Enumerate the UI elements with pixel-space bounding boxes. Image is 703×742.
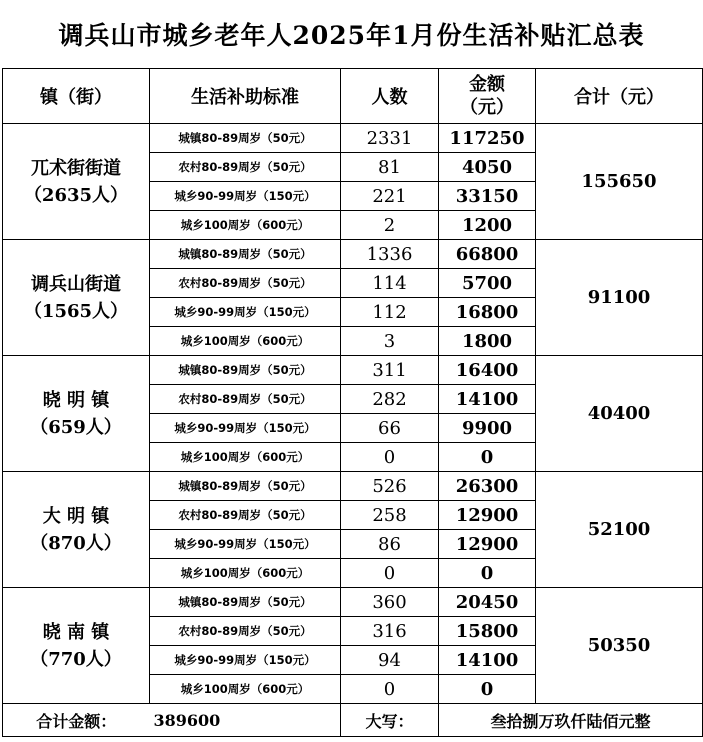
town-cell [3,124,150,240]
count-cell: 360 [341,588,439,617]
amount-cell: 16800 [439,298,536,327]
amount-cell: 12900 [439,501,536,530]
count-cell: 0 [341,675,439,704]
header-town: 镇（街） [3,69,150,124]
town-cell [3,472,150,588]
count-cell: 258 [341,501,439,530]
standard-cell: 农村80-89周岁（50元） [150,617,341,646]
standard-cell: 城乡100周岁（600元） [150,559,341,588]
count-cell: 2331 [341,124,439,153]
count-cell: 0 [341,443,439,472]
standard-cell: 城镇80-89周岁（50元） [150,124,341,153]
town-total-cell: 40400 [536,356,703,472]
header-amount-line1: 金额 [469,74,505,95]
daxie-label: 大写： [341,704,439,737]
standard-cell: 农村80-89周岁（50元） [150,153,341,182]
table-row [3,356,703,385]
amount-cell: 20450 [439,588,536,617]
amount-cell: 117250 [439,124,536,153]
header-amount-line2: （元） [460,97,514,118]
count-cell: 316 [341,617,439,646]
town-population: （1565人） [23,300,129,322]
count-cell: 112 [341,298,439,327]
amount-cell: 0 [439,675,536,704]
subsidy-table [2,68,703,737]
table-row [3,124,703,153]
town-population: （870人） [30,532,122,554]
amount-cell: 33150 [439,182,536,211]
header-row [3,69,703,124]
amount-cell: 66800 [439,240,536,269]
town-cell [3,588,150,704]
count-cell: 221 [341,182,439,211]
header-standard: 生活补助标准 [150,69,341,124]
count-cell: 311 [341,356,439,385]
count-cell: 2 [341,211,439,240]
town-total-cell: 155650 [536,124,703,240]
amount-cell: 14100 [439,385,536,414]
standard-cell: 城乡100周岁（600元） [150,211,341,240]
standard-cell: 城镇80-89周岁（50元） [150,472,341,501]
daxie-value: 叁拾捌万玖仟陆佰元整 [439,704,703,737]
count-cell: 526 [341,472,439,501]
standard-cell: 城乡90-99周岁（150元） [150,530,341,559]
standard-cell: 城镇80-89周岁（50元） [150,356,341,385]
standard-cell: 城乡90-99周岁（150元） [150,646,341,675]
grand-total-value: 389600 [150,704,341,737]
town-name: 兀术街街道 [31,157,121,179]
town-cell [3,240,150,356]
standard-cell: 城乡90-99周岁（150元） [150,182,341,211]
standard-cell: 农村80-89周岁（50元） [150,269,341,298]
amount-cell: 0 [439,443,536,472]
count-cell: 1336 [341,240,439,269]
standard-cell: 城镇80-89周岁（50元） [150,240,341,269]
amount-cell: 14100 [439,646,536,675]
standard-cell: 城乡90-99周岁（150元） [150,414,341,443]
town-name: 调兵山街道 [31,273,121,295]
count-cell: 0 [341,559,439,588]
amount-cell: 15800 [439,617,536,646]
footer-row [3,704,703,737]
count-cell: 81 [341,153,439,182]
table-row [3,472,703,501]
amount-cell: 0 [439,559,536,588]
amount-cell: 26300 [439,472,536,501]
standard-cell: 城乡100周岁（600元） [150,443,341,472]
standard-cell: 城镇80-89周岁（50元） [150,588,341,617]
count-cell: 66 [341,414,439,443]
grand-total-label: 合计金额： [3,704,150,737]
town-name: 晓 南 镇 [42,621,110,643]
amount-cell: 1200 [439,211,536,240]
town-total-cell: 91100 [536,240,703,356]
header-total: 合计（元） [536,69,703,124]
standard-cell: 农村80-89周岁（50元） [150,501,341,530]
standard-cell: 城乡90-99周岁（150元） [150,298,341,327]
header-count: 人数 [341,69,439,124]
amount-cell: 5700 [439,269,536,298]
count-cell: 94 [341,646,439,675]
amount-cell: 9900 [439,414,536,443]
count-cell: 282 [341,385,439,414]
amount-cell: 1800 [439,327,536,356]
amount-cell: 4050 [439,153,536,182]
table-row [3,588,703,617]
town-name: 晓 明 镇 [42,389,110,411]
standard-cell: 城乡100周岁（600元） [150,327,341,356]
town-cell [3,356,150,472]
header-amount [439,69,536,124]
table-row [3,240,703,269]
town-population: （770人） [30,648,122,670]
town-population: （2635人） [23,184,129,206]
town-name: 大 明 镇 [42,505,110,527]
amount-cell: 16400 [439,356,536,385]
count-cell: 86 [341,530,439,559]
amount-cell: 12900 [439,530,536,559]
count-cell: 114 [341,269,439,298]
standard-cell: 农村80-89周岁（50元） [150,385,341,414]
standard-cell: 城乡100周岁（600元） [150,675,341,704]
town-total-cell: 50350 [536,588,703,704]
count-cell: 3 [341,327,439,356]
town-population: （659人） [30,416,122,438]
sheet-title: 调兵山市城乡老年人2025年1月份生活补贴汇总表 [58,21,645,50]
town-total-cell: 52100 [536,472,703,588]
